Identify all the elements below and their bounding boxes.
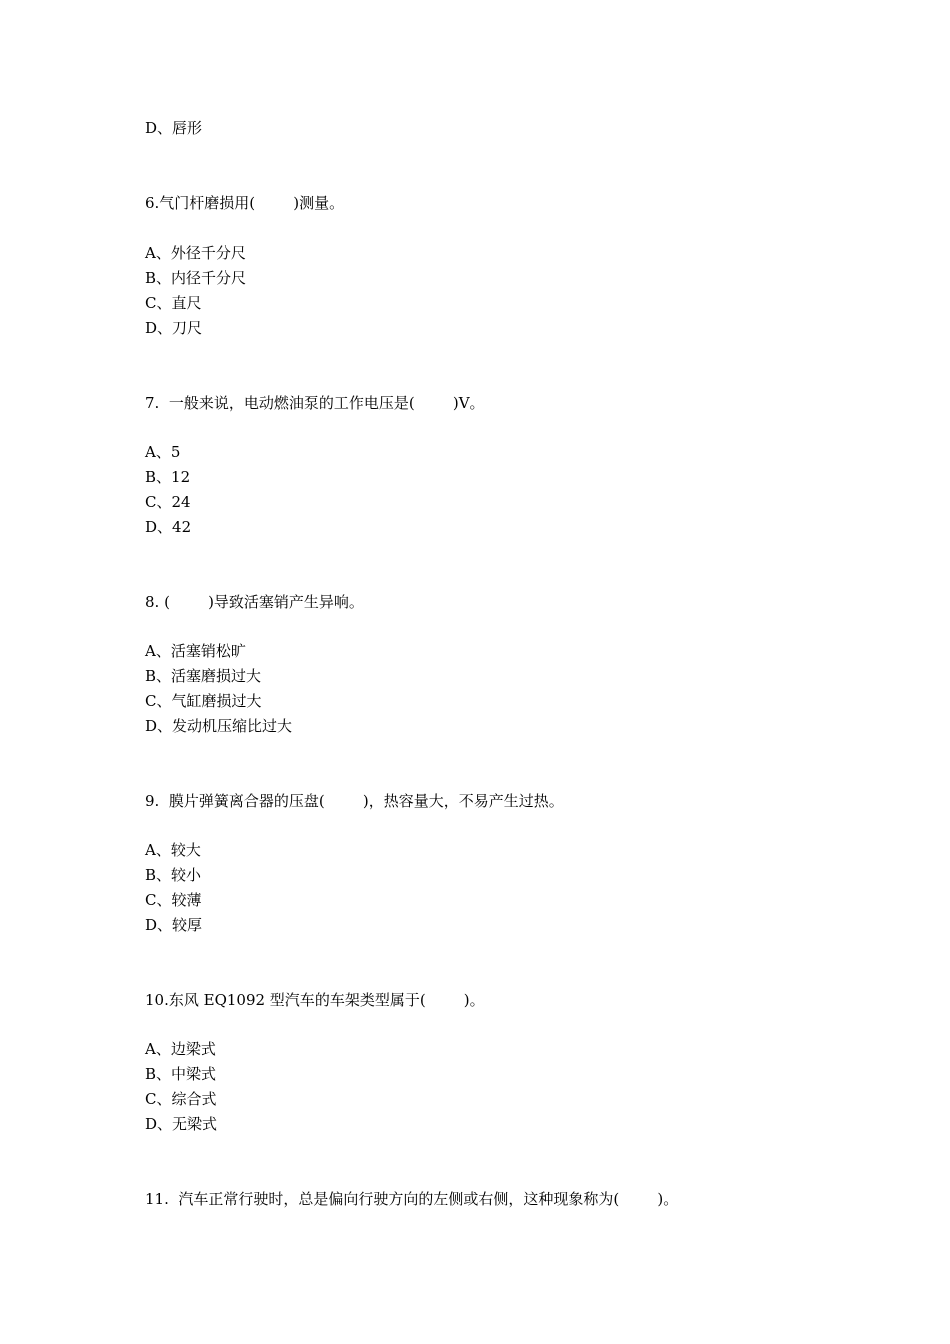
question-10-option-a: A、边梁式: [145, 1040, 216, 1058]
question-10-option-d: D、无梁式: [145, 1115, 218, 1133]
question-9-option-c: C、较薄: [145, 891, 202, 909]
question-9-stem: 9. 膜片弹簧离合器的压盘( )，热容量大，不易产生过热。: [145, 792, 564, 810]
question-10-option-b: B、中梁式: [145, 1065, 217, 1083]
question-9-option-a: A、较大: [145, 841, 201, 859]
question-8-stem: 8. ( )导致活塞销产生异响。: [145, 593, 364, 611]
question-10-option-c: C、综合式: [145, 1090, 217, 1108]
question-8-option-b: B、活塞磨损过大: [145, 667, 262, 685]
question-6-option-a: A、外径千分尺: [145, 244, 246, 262]
question-9-option-b: B、较小: [145, 866, 202, 884]
question-7-option-c: C、24: [145, 493, 191, 511]
question-6-option-b: B、内径千分尺: [145, 269, 247, 287]
prev-option-d: D、唇形: [145, 119, 203, 137]
question-7-option-b: B、12: [145, 468, 191, 486]
question-6-stem: 6.气门杆磨损用( )测量。: [145, 194, 345, 212]
question-11-stem: 11. 汽车正常行驶时，总是偏向行驶方向的左侧或右侧，这种现象称为( )。: [145, 1190, 679, 1208]
question-6-option-c: C、直尺: [145, 294, 202, 312]
question-7-option-a: A、5: [145, 443, 181, 461]
question-8-option-c: C、气缸磨损过大: [145, 692, 262, 710]
question-9-option-d: D、较厚: [145, 916, 203, 934]
question-8-option-d: D、发动机压缩比过大: [145, 717, 293, 735]
question-7-option-d: D、42: [145, 518, 192, 536]
question-8-option-a: A、活塞销松旷: [145, 642, 246, 660]
question-10-stem: 10.东风 EQ1092 型汽车的车架类型属于( )。: [145, 991, 485, 1009]
question-6-option-d: D、刀尺: [145, 319, 203, 337]
question-7-stem: 7. 一般来说，电动燃油泵的工作电压是( )V。: [145, 394, 485, 412]
